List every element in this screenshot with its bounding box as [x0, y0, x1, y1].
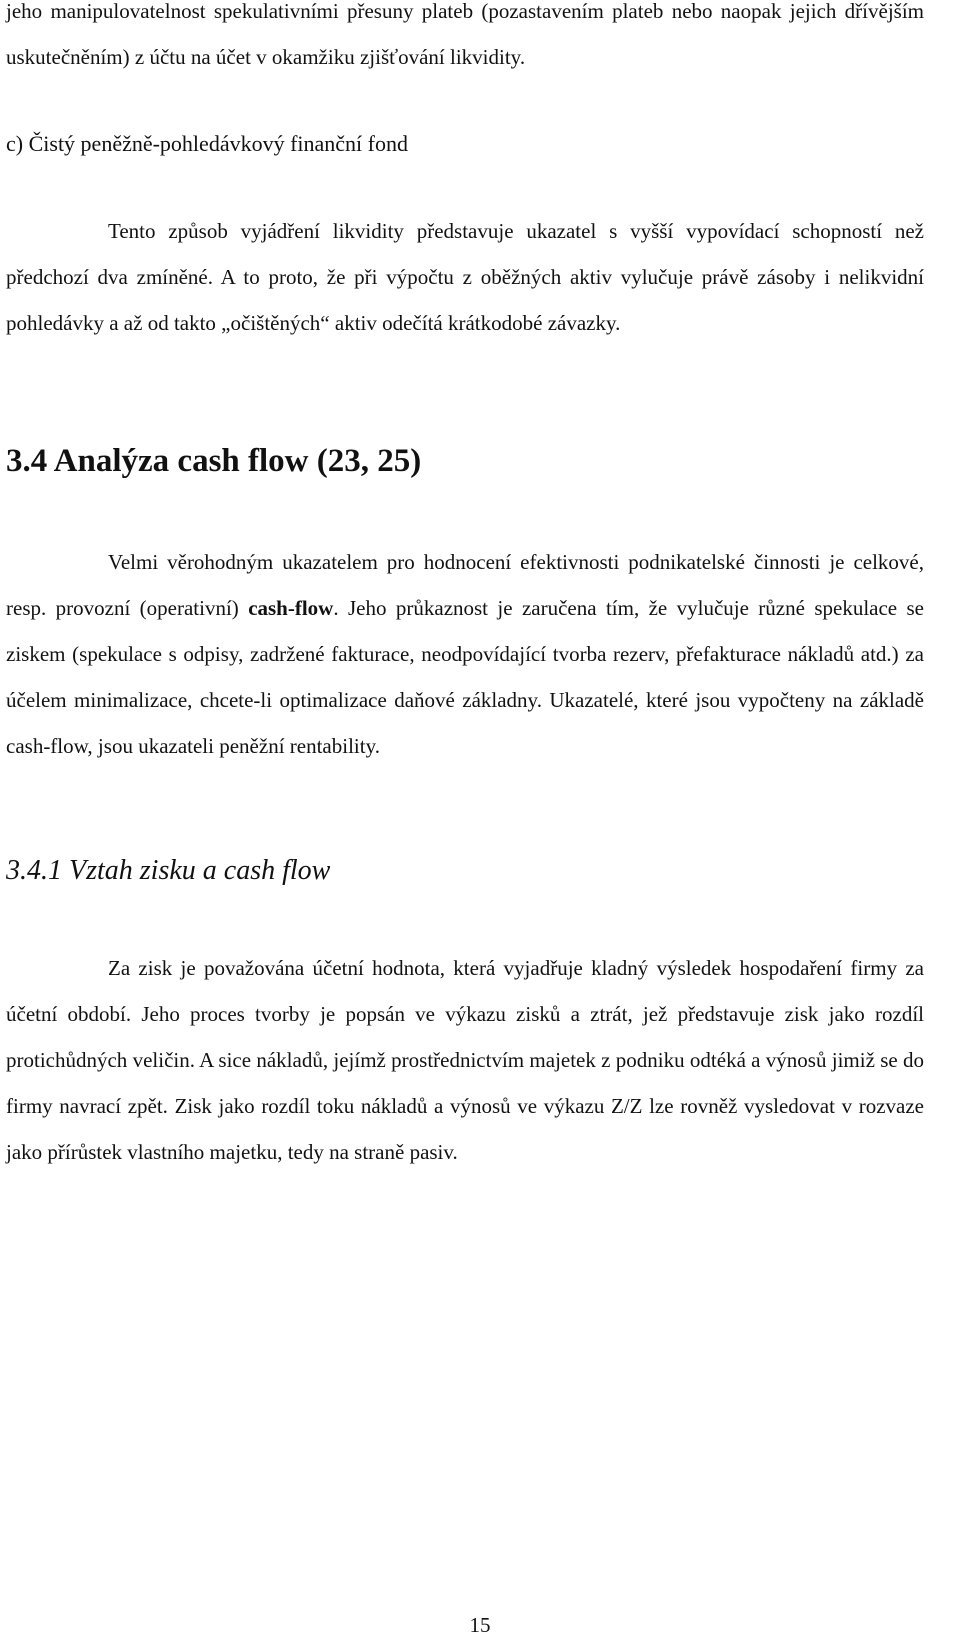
- subsection-heading: 3.4.1 Vztah zisku a cash flow: [6, 855, 331, 886]
- subsection-c-paragraph: Tento způsob vyjádření likvidity představuje ukazatel s vyšší vypovídací schopností než předchozí dva zmíněné. A to proto, že při výpočtu z oběžných aktiv vylučuje právě zásoby i nelikvidní pohledávky a až od takto „očištěných“ aktiv odečítá krátkodobé závazky.: [6, 219, 924, 335]
- subsection-c-heading: c) Čistý peněžně-pohledávkový finanční fond: [6, 131, 408, 156]
- cash-flow-term: cash-flow: [248, 596, 334, 620]
- section-paragraph-text-after: . Jeho průkaznost je zaručena tím, že vylučuje různé spekulace se ziskem (spekulace s odpisy, zadržené fakturace, neodpovídající tvorba rezerv, přefakturace nákladů atd.) za účelem minimalizace, chcete-li optimalizace daňové základny. Ukazatelé, které jsou vypočteny na základě cash-flow, jsou ukazateli peněžní rentability.: [6, 596, 925, 758]
- page-number: 15: [469, 1613, 491, 1637]
- section-paragraph-text-before: Velmi věrohodným ukazatelem pro hodnocení efektivnosti podnikatelské činnosti je celkové, resp. provozní (operativní): [6, 550, 924, 620]
- section-paragraph: [6, 539, 924, 769]
- subsection-paragraph: Za zisk je považována účetní hodnota, která vyjadřuje kladný výsledek hospodaření firmy za účetní období. Jeho proces tvorby je popsán ve výkazu zisků a ztrát, jež představuje zisk jako rozdíl protichůdných veličin. A sice nákladů, jejímž prostřednictvím majetek z podniku odtéká a výnosů jimiž se do firmy navrací zpět. Zisk jako rozdíl toku nákladů a výnosů ve výkazu Z/Z lze rovněž vysledovat v rozvaze jako přírůstek vlastního majetku, tedy na straně pasiv.: [6, 956, 924, 1164]
- section-heading: 3.4 Analýza cash flow (23, 25): [6, 443, 422, 479]
- intro-paragraph: jeho manipulovatelnost spekulativními přesuny plateb (pozastavením plateb nebo naopak jejich dřívějším uskutečněním) z účtu na účet v okamžiku zjišťování likvidity.: [6, 0, 924, 69]
